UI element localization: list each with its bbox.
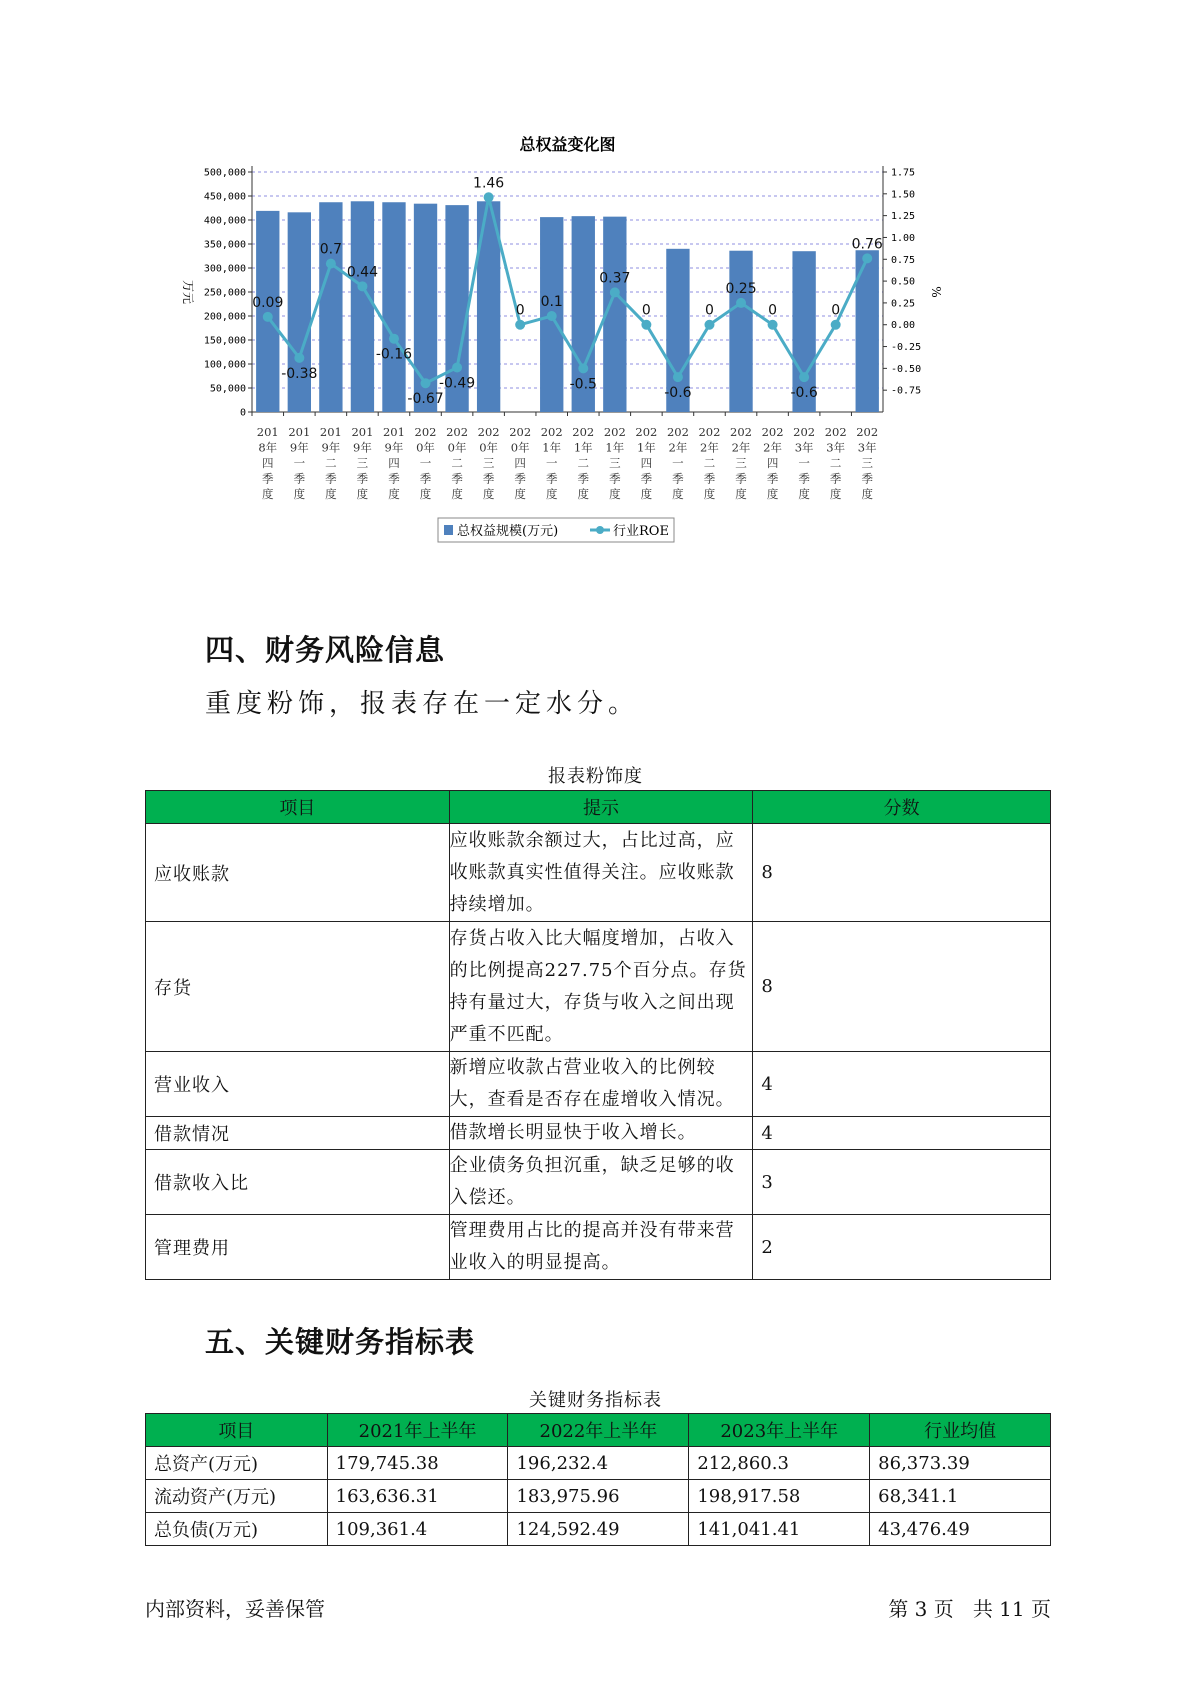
table-row: [146, 824, 1051, 922]
roe-data-label: -0.5: [569, 376, 597, 393]
kpi-item: 总负债(万元): [146, 1513, 328, 1546]
y-left-tick-label: 250,000: [203, 287, 246, 299]
page-number: 第 3 页 共 11 页: [888, 1597, 1051, 1621]
roe-point: [831, 320, 841, 330]
y-left-tick-label: 0: [239, 407, 246, 419]
row-item: 借款情况: [146, 1117, 450, 1150]
row-tip: 应收账款余额过大，占比过高，应收账款真实性值得关注。应收账款持续增加。: [449, 824, 753, 922]
legend-line-marker: [596, 526, 604, 534]
risk-summary: 重度粉饰，报表存在一定水分。: [205, 689, 640, 719]
x-tick-label: 202 2年二季度: [698, 425, 721, 501]
table-row: [146, 1052, 1051, 1117]
y-right-tick-label: 1.25: [891, 211, 916, 223]
roe-point: [452, 362, 462, 372]
roe-point: [641, 320, 651, 330]
bar: [288, 212, 311, 412]
roe-data-label: 0.25: [725, 280, 757, 297]
header-2021h1: 2021年上半年: [327, 1414, 508, 1447]
footer-note: 内部资料，妥善保管: [145, 1597, 325, 1621]
x-tick-label: 202 1年三季度: [603, 425, 626, 501]
row-item: 应收账款: [146, 824, 450, 922]
roe-point: [610, 287, 620, 297]
section4-heading: 四、财务风险信息: [205, 633, 446, 667]
x-tick-label: 202 2年一季度: [666, 425, 689, 501]
roe-point: [768, 320, 778, 330]
x-tick-label: 202 2年四季度: [761, 425, 784, 501]
header-score: 分数: [753, 791, 1051, 824]
table-row: [146, 1150, 1051, 1215]
x-tick-label: 202 2年三季度: [730, 425, 753, 501]
risk-table-caption: 报表粉饰度: [548, 766, 643, 787]
row-score: 4: [753, 1117, 1051, 1150]
table-row: [146, 1117, 1051, 1150]
x-tick-label: 202 3年一季度: [793, 425, 816, 501]
kpi-table: [145, 1413, 1051, 1546]
roe-point: [862, 253, 872, 263]
y-right-tick-label: -0.50: [891, 363, 922, 375]
roe-data-label: 0.7: [319, 241, 343, 258]
kpi-value: 109,361.4: [327, 1513, 508, 1546]
table-row: [146, 922, 1051, 1052]
kpi-item: 总资产(万元): [146, 1447, 328, 1480]
y-left-tick-label: 200,000: [203, 311, 246, 323]
y-left-axis-label: 万元: [181, 279, 195, 305]
bar: [351, 201, 374, 412]
y-right-tick-label: -0.75: [891, 385, 922, 397]
y-left-tick-label: 400,000: [203, 215, 246, 227]
table-row: [146, 1447, 1051, 1480]
roe-point: [484, 192, 494, 202]
y-left-tick-label: 350,000: [203, 239, 246, 251]
roe-data-label: 0: [831, 302, 841, 319]
bar: [382, 202, 405, 412]
y-right-tick-label: 1.75: [891, 167, 916, 179]
kpi-value: 196,232.4: [508, 1447, 689, 1480]
roe-point: [326, 259, 336, 269]
row-score: 2: [753, 1215, 1051, 1280]
header-2022h1: 2022年上半年: [508, 1414, 689, 1447]
legend-bar-label: 总权益规模(万元): [457, 524, 559, 539]
x-tick-label: 201 9年四季度: [382, 425, 405, 501]
x-tick-label: 202 1年一季度: [540, 425, 563, 501]
x-tick-label: 201 9年一季度: [288, 425, 311, 501]
roe-point: [263, 312, 273, 322]
kpi-value: 141,041.41: [689, 1513, 870, 1546]
roe-data-label: 0: [768, 302, 778, 319]
header-item: 项目: [146, 1414, 328, 1447]
roe-point: [547, 311, 557, 321]
row-tip: 借款增长明显快于收入增长。: [449, 1117, 753, 1150]
equity-chart: [170, 130, 1030, 600]
kpi-value: 86,373.39: [870, 1447, 1051, 1480]
row-item: 借款收入比: [146, 1150, 450, 1215]
x-tick-label: 201 9年二季度: [319, 425, 342, 501]
row-score: 3: [753, 1150, 1051, 1215]
roe-data-label: 1.46: [473, 175, 505, 192]
kpi-value: 198,917.58: [689, 1480, 870, 1513]
table-row: [146, 1215, 1051, 1280]
x-tick-label: 202 3年三季度: [856, 425, 879, 501]
kpi-value: 179,745.38: [327, 1447, 508, 1480]
section5-heading: 五、关键财务指标表: [205, 1325, 476, 1359]
roe-data-label: -0.67: [407, 391, 444, 408]
kpi-value: 68,341.1: [870, 1480, 1051, 1513]
roe-point: [704, 320, 714, 330]
row-tip: 存货占收入比大幅度增加，占收入的比例提高227.75个百分点。存货持有量过大，存货与收入之间出现严重不匹配。: [449, 922, 753, 1052]
roe-data-label: 0.1: [540, 294, 563, 310]
y-left-tick-label: 50,000: [209, 383, 246, 395]
y-left-tick-label: 500,000: [203, 167, 246, 179]
roe-point: [357, 281, 367, 291]
x-tick-label: 202 3年二季度: [824, 425, 847, 501]
roe-data-label: -0.6: [664, 385, 692, 402]
kpi-value: 43,476.49: [870, 1513, 1051, 1546]
roe-data-label: 0: [705, 302, 714, 319]
y-right-tick-label: 0.25: [891, 298, 916, 310]
x-tick-label: 202 1年四季度: [635, 425, 658, 501]
roe-data-label: 0.09: [252, 294, 284, 311]
roe-data-label: 0.76: [851, 236, 883, 253]
risk-table: [145, 790, 1051, 1280]
row-tip: 新增应收款占营业收入的比例较大，查看是否存在虚增收入情况。: [449, 1052, 753, 1117]
roe-data-label: 0.37: [599, 270, 631, 287]
chart-title: 总权益变化图: [519, 135, 616, 154]
roe-data-label: -0.6: [790, 385, 818, 402]
row-item: 营业收入: [146, 1052, 450, 1117]
x-tick-label: 201 8年四季度: [256, 425, 279, 501]
table-row: [146, 1480, 1051, 1513]
roe-point: [421, 378, 431, 388]
y-right-tick-label: -0.25: [891, 342, 922, 354]
roe-data-label: 0.44: [346, 264, 379, 281]
header-tip: 提示: [449, 791, 753, 824]
kpi-value: 183,975.96: [508, 1480, 689, 1513]
kpi-value: 212,860.3: [689, 1447, 870, 1480]
roe-point: [736, 298, 746, 308]
roe-data-label: 0: [641, 302, 651, 319]
y-left-tick-label: 150,000: [203, 335, 246, 347]
header-item: 项目: [146, 791, 450, 824]
roe-point: [578, 363, 588, 373]
y-right-tick-label: 1.50: [891, 189, 916, 201]
roe-point: [294, 353, 304, 363]
kpi-item: 流动资产(万元): [146, 1480, 328, 1513]
legend-line-label: 行业ROE: [613, 524, 669, 539]
header-industry-avg: 行业均值: [870, 1414, 1051, 1447]
x-tick-label: 202 0年一季度: [414, 425, 437, 501]
row-item: 管理费用: [146, 1215, 450, 1280]
x-tick-label: 202 1年二季度: [572, 425, 595, 501]
row-score: 8: [753, 824, 1051, 922]
kpi-value: 163,636.31: [327, 1480, 508, 1513]
x-tick-label: 202 0年四季度: [509, 425, 532, 501]
x-tick-label: 202 0年二季度: [446, 425, 469, 501]
kpi-table-caption: 关键财务指标表: [529, 1390, 662, 1411]
table-row: [146, 1513, 1051, 1546]
y-left-tick-label: 300,000: [203, 263, 246, 275]
roe-point: [515, 320, 525, 330]
row-tip: 管理费用占比的提高并没有带来营业收入的明显提高。: [449, 1215, 753, 1280]
bar: [729, 251, 752, 412]
roe-data-label: 0: [515, 302, 525, 319]
x-tick-label: 202 0年三季度: [477, 425, 500, 501]
roe-point: [389, 334, 399, 344]
roe-point: [673, 372, 683, 382]
y-right-axis-label: %: [929, 286, 943, 298]
row-tip: 企业债务负担沉重，缺乏足够的收入偿还。: [449, 1150, 753, 1215]
roe-data-label: -0.38: [281, 365, 318, 382]
legend-bar-swatch: [444, 525, 453, 535]
roe-data-label: -0.49: [438, 375, 476, 392]
x-tick-label: 201 9年三季度: [351, 425, 374, 501]
y-right-tick-label: 0.00: [891, 320, 916, 332]
row-item: 存货: [146, 922, 450, 1052]
row-score: 4: [753, 1052, 1051, 1117]
kpi-value: 124,592.49: [508, 1513, 689, 1546]
kpi-table-header: [146, 1414, 1051, 1447]
roe-data-label: -0.16: [375, 346, 413, 363]
y-right-tick-label: 0.50: [891, 276, 916, 288]
risk-table-header: [146, 791, 1051, 824]
header-2023h1: 2023年上半年: [689, 1414, 870, 1447]
bar: [256, 211, 279, 412]
y-left-tick-label: 100,000: [203, 359, 246, 371]
y-right-tick-label: 1.00: [891, 232, 916, 244]
y-right-tick-label: 0.75: [891, 254, 916, 266]
row-score: 8: [753, 922, 1051, 1052]
bar: [319, 202, 342, 412]
y-left-tick-label: 450,000: [203, 191, 246, 203]
roe-point: [799, 372, 809, 382]
